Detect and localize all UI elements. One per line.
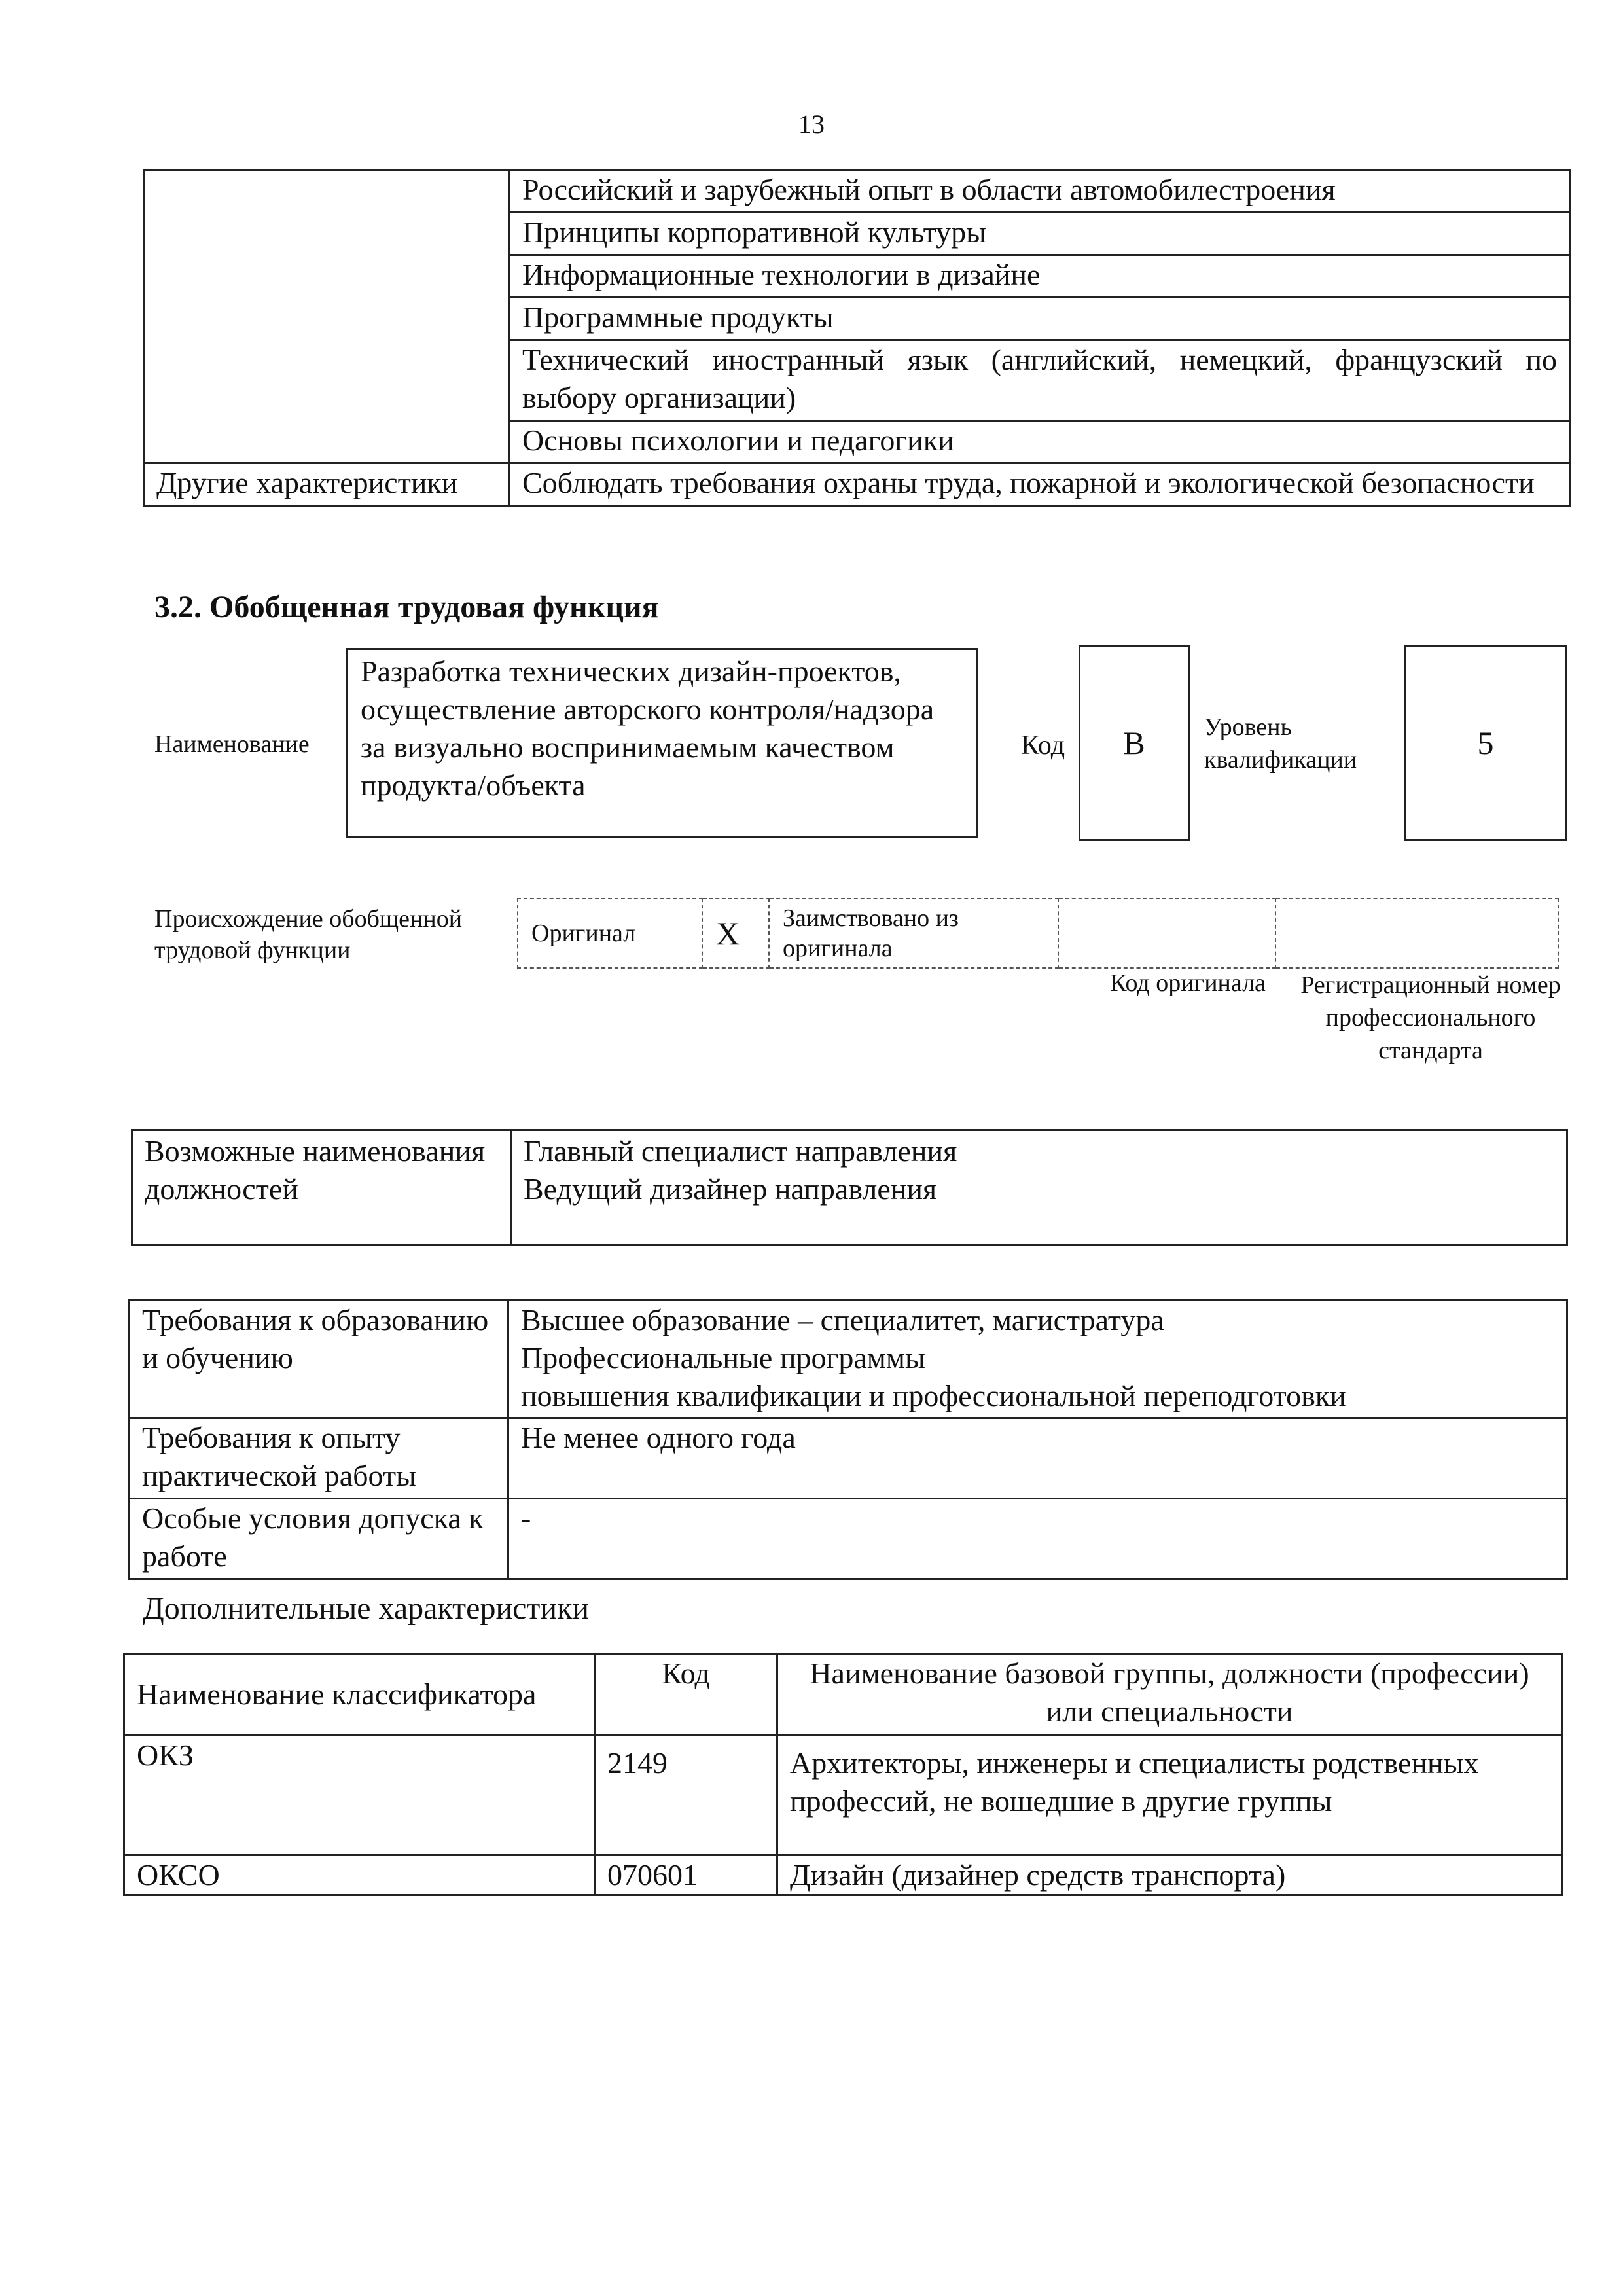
function-name-box bbox=[346, 648, 978, 838]
header-classifier: Наименование классификатора bbox=[124, 1654, 595, 1736]
origin-label: Происхождение обобщенной трудовой функции bbox=[154, 905, 463, 964]
requirement-line: Высшее образование – специалитет, магистратура bbox=[521, 1303, 1164, 1336]
positions-table bbox=[131, 1129, 1568, 1246]
knowledge-item: Основы психологии и педагогики bbox=[510, 421, 1570, 463]
knowledge-label-cell bbox=[144, 170, 510, 463]
knowledge-item: Технический иностранный язык (английский, немецкий, французский по выбору организации) bbox=[510, 340, 1570, 421]
other-characteristics-label: Другие характеристики bbox=[144, 463, 510, 506]
knowledge-table bbox=[143, 169, 1571, 507]
code-label: Код bbox=[1021, 730, 1065, 761]
positions-label: Возможные наименования должностей bbox=[132, 1130, 511, 1245]
header-code: Код bbox=[595, 1654, 777, 1736]
requirements-table bbox=[128, 1299, 1568, 1580]
qualification-level-label: Уровень квалификации bbox=[1204, 713, 1357, 774]
classifier-cell: ОКЗ bbox=[124, 1736, 595, 1856]
classifier-cell: ОКСО bbox=[124, 1856, 595, 1895]
requirement-line: - bbox=[521, 1501, 531, 1535]
name-label: Наименование bbox=[154, 730, 310, 758]
code-box bbox=[1079, 645, 1190, 841]
origin-table bbox=[517, 898, 1559, 969]
section-title: 3.2. Обобщенная трудовая функция bbox=[154, 590, 659, 624]
code-original-cell bbox=[1058, 899, 1275, 968]
reg-number-caption: Регистрационный номер профессионального стандарта bbox=[1300, 971, 1561, 1064]
group-name-cell: Архитекторы, инженеры и специалисты родственных профессий, не вошедшие в другие группы bbox=[777, 1736, 1562, 1856]
requirement-line: Не менее одного года bbox=[521, 1421, 796, 1454]
original-mark: X bbox=[702, 899, 769, 968]
requirement-value bbox=[508, 1499, 1567, 1579]
classifier-table bbox=[123, 1653, 1563, 1896]
page-number: 13 bbox=[798, 109, 825, 139]
knowledge-item: Принципы корпоративной культуры bbox=[510, 213, 1570, 255]
code-cell: 070601 bbox=[595, 1856, 777, 1895]
qualification-level-box bbox=[1404, 645, 1567, 841]
requirement-value bbox=[508, 1300, 1567, 1418]
requirement-label: Особые условия допуска к работе bbox=[130, 1499, 508, 1579]
borrowed-label: Заимствовано из оригинала bbox=[769, 899, 1058, 968]
original-label: Оригинал bbox=[518, 899, 702, 968]
requirement-label: Требования к образованию и обучению bbox=[130, 1300, 508, 1418]
position-item: Ведущий дизайнер направления bbox=[524, 1172, 937, 1206]
reg-number-cell bbox=[1275, 899, 1558, 968]
header-group-name: Наименование базовой группы, должности (профессии) или специальности bbox=[777, 1654, 1562, 1736]
requirement-value bbox=[508, 1418, 1567, 1499]
positions-values bbox=[511, 1130, 1567, 1245]
requirement-line: повышения квалификации и профессиональной переподготовки bbox=[521, 1379, 1346, 1412]
qualification-level-value: 5 bbox=[1477, 725, 1494, 761]
position-item: Главный специалист направления bbox=[524, 1134, 957, 1168]
code-cell: 2149 bbox=[595, 1736, 777, 1856]
requirement-line: Профессиональные программы bbox=[521, 1341, 925, 1374]
code-value: B bbox=[1123, 725, 1145, 761]
knowledge-item: Российский и зарубежный опыт в области автомобилестроения bbox=[510, 170, 1570, 213]
knowledge-item: Программные продукты bbox=[510, 298, 1570, 340]
code-original-caption: Код оригинала bbox=[1110, 969, 1266, 997]
other-characteristics-value: Соблюдать требования охраны труда, пожарной и экологической безопасности bbox=[510, 463, 1570, 506]
function-name-value: Разработка технических дизайн-проектов, осуществление авторского контроля/надзора за визуально воспринимаемым качеством продукта/объекта bbox=[361, 655, 935, 802]
group-name-cell: Дизайн (дизайнер средств транспорта) bbox=[777, 1856, 1562, 1895]
requirement-label: Требования к опыту практической работы bbox=[130, 1418, 508, 1499]
knowledge-item: Информационные технологии в дизайне bbox=[510, 255, 1570, 298]
extra-characteristics-title: Дополнительные характеристики bbox=[143, 1591, 590, 1626]
